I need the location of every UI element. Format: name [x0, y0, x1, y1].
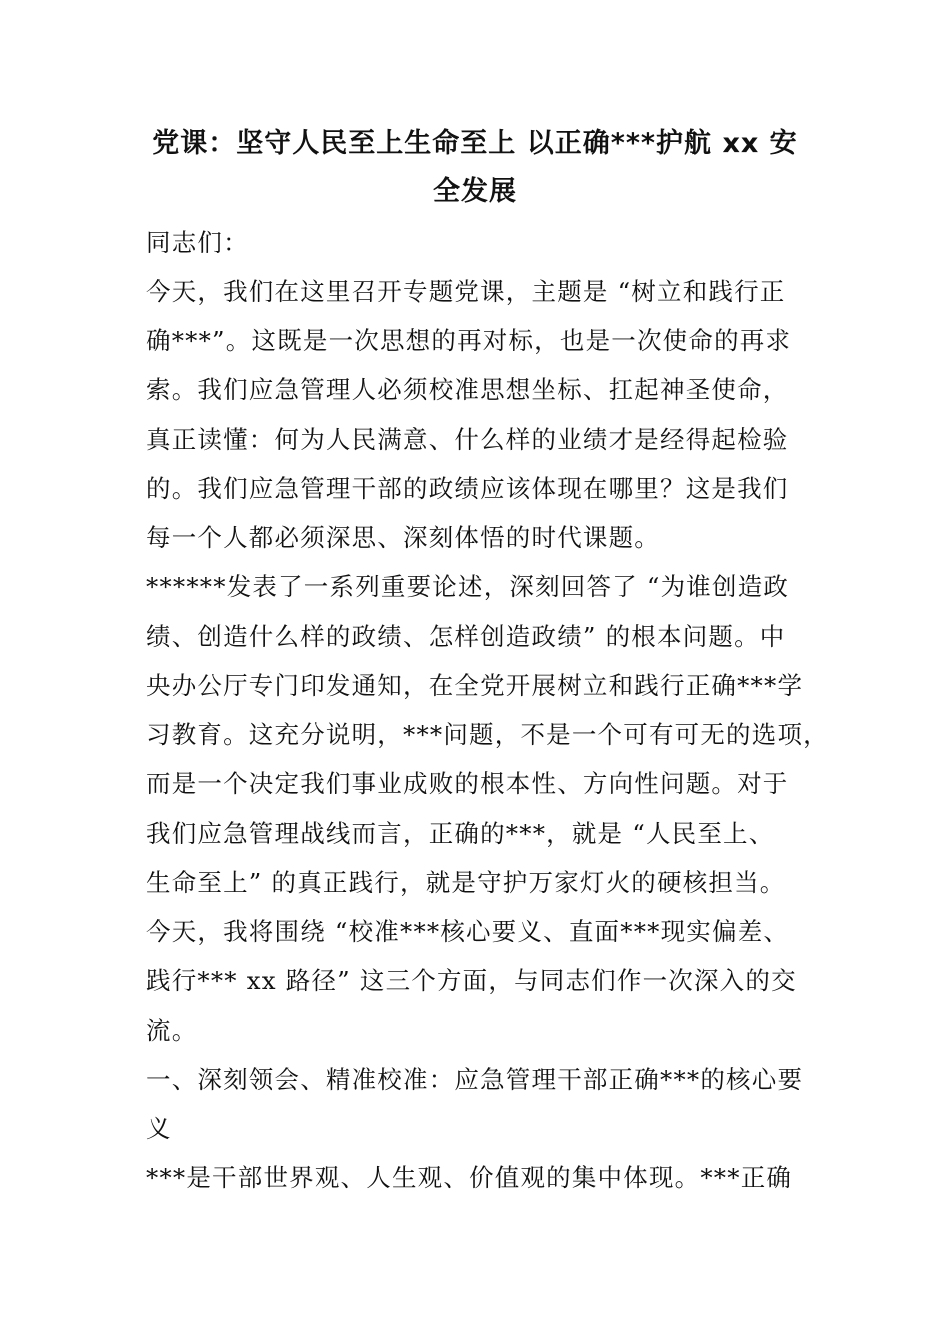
- section-heading-line: 义: [146, 1114, 172, 1143]
- paragraph-line: 今天，我将围绕 “校准***核心要义、直面***现实偏差、: [146, 917, 790, 946]
- paragraph-line: ******发表了一系列重要论述，深刻回答了 “为谁创造政: [146, 572, 790, 601]
- paragraph-line: 的。我们应急管理干部的政绩应该体现在哪里？这是我们: [146, 474, 789, 503]
- paragraph-line: 流。: [146, 1016, 198, 1045]
- paragraph-line: 央办公厅专门印发通知，在全党开展树立和践行正确***学: [146, 671, 804, 700]
- paragraph-line: 确***”。这既是一次思想的再对标，也是一次使命的再求: [146, 326, 792, 355]
- paragraph-line: 我们应急管理战线而言，正确的***，就是 “人民至上、: [146, 819, 775, 848]
- paragraph-line: 践行*** xx 路径” 这三个方面，与同志们作一次深入的交: [146, 966, 797, 995]
- section-heading-line: 一、深刻领会、精准校准：应急管理干部正确***的核心要: [146, 1065, 804, 1094]
- paragraph-line: 每一个人都必须深思、深刻体悟的时代课题。: [146, 523, 660, 552]
- paragraph-line: 生命至上” 的真正践行，就是守护万家灯火的硬核担当。: [146, 868, 786, 897]
- paragraph-line: ***是干部世界观、人生观、价值观的集中体现。***正确: [146, 1163, 793, 1192]
- paragraph-line: 习教育。这充分说明，***问题，不是一个可有可无的选项，: [146, 720, 829, 749]
- document-title-line-2: 全发展: [433, 176, 517, 207]
- paragraph-line: 真正读懂：何为人民满意、什么样的业绩才是经得起检验: [146, 425, 789, 454]
- document-title-line-1: 党课：坚守人民至上生命至上 以正确***护航 xx 安: [152, 128, 798, 159]
- paragraph-line: 今天，我们在这里召开专题党课，主题是 “树立和践行正: [146, 277, 786, 306]
- salutation: 同志们：: [146, 228, 249, 257]
- paragraph-line: 而是一个决定我们事业成败的根本性、方向性问题。对于: [146, 769, 789, 798]
- paragraph-line: 绩、创造什么样的政绩、怎样创造政绩” 的根本问题。中: [146, 622, 786, 651]
- paragraph-line: 索。我们应急管理人必须校准思想坐标、扛起神圣使命，: [146, 375, 789, 404]
